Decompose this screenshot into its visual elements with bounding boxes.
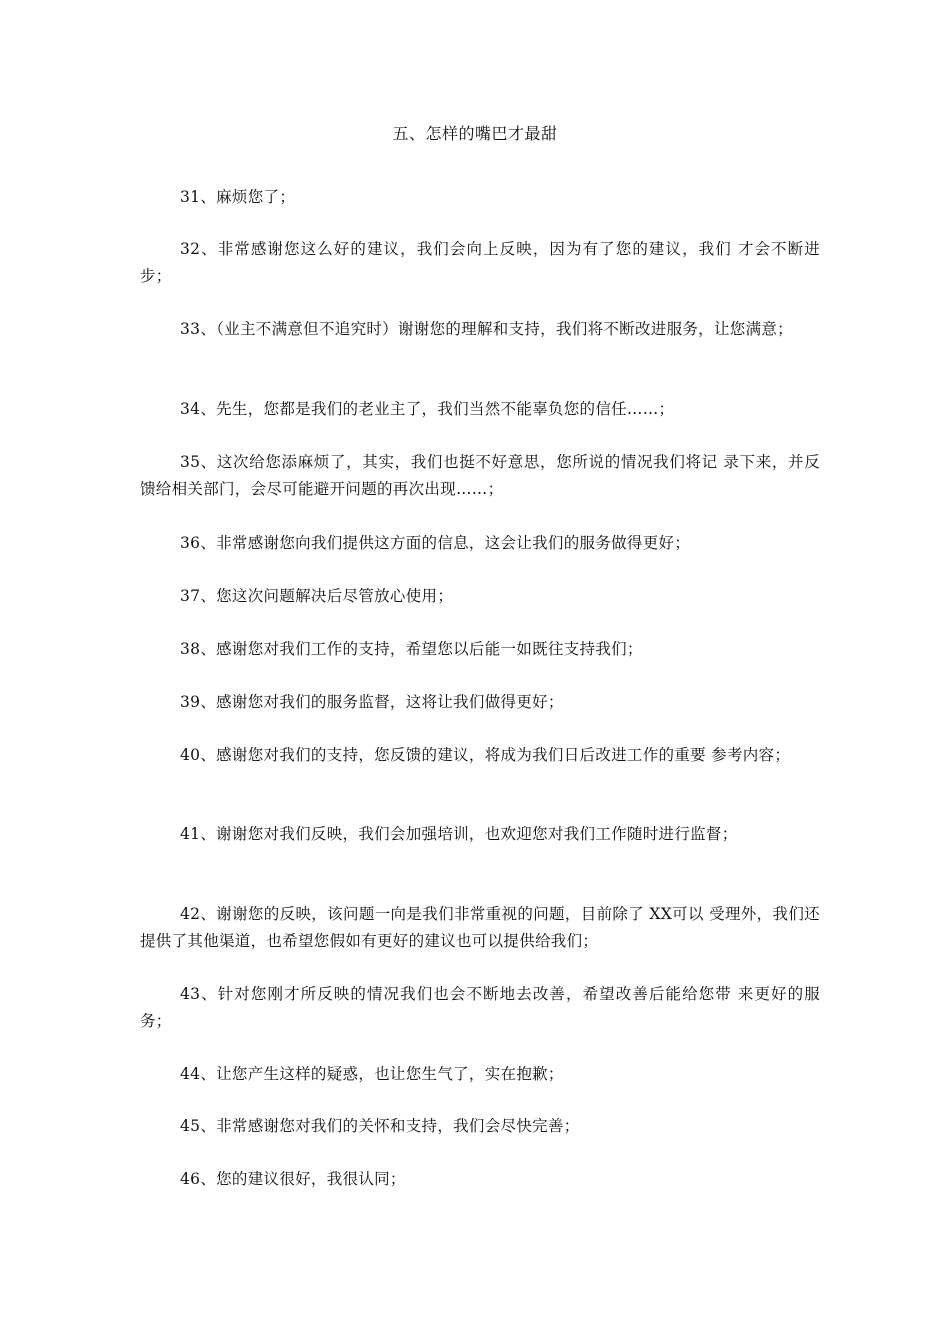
paragraph-46: 46、您的建议很好，我很认同； [180,1170,406,1188]
paragraph-44: 44、让您产生这样的疑惑，也让您生气了，实在抱歉； [180,1065,564,1083]
paragraph-45: 45、非常感谢您对我们的关怀和支持，我们会尽快完善； [180,1117,580,1135]
paragraph-39: 39、感谢您对我们的服务监督，这将让我们做得更好； [180,693,564,711]
paragraph-40: 40、感谢您对我们的支持，您反馈的建议，将成为我们日后改进工作的重要 参考内容； [180,746,791,764]
paragraph-31: 31、麻烦您了； [180,188,296,206]
paragraph-43: 43、针对您刚才所反映的情况我们也会不断地去改善，希望改善后能给您带 来更好的服务； [140,985,820,1030]
paragraph-42: 42、谢谢您的反映，该问题一向是我们非常重视的问题，目前除了 XX可以 受理外，我们还提供了其他渠道，也希望您假如有更好的建议也可以提供给我们； [140,905,820,950]
paragraph-36: 36、非常感谢您向我们提供这方面的信息，这会让我们的服务做得更好； [180,534,691,552]
paragraph-37: 37、您这次问题解决后尽管放心使用； [180,587,454,605]
paragraph-35: 35、这次给您添麻烦了，其实，我们也挺不好意思，您所说的情况我们将记 录下来，并反馈给相关部门，会尽可能避开问题的再次出现……； [140,453,820,498]
paragraph-32: 32、非常感谢您这么好的建议，我们会向上反映，因为有了您的建议，我们 才会不断进步； [140,240,820,285]
paragraph-34: 34、先生，您都是我们的老业主了，我们当然不能辜负您的信任……； [180,400,675,418]
document-title: 五、怎样的嘴巴才最甜 [392,124,558,143]
paragraph-33: 33、（业主不满意但不追究时）谢谢您的理解和支持，我们将不断改进服务，让您满意； [180,320,793,338]
paragraph-41: 41、谢谢您对我们反映，我们会加强培训，也欢迎您对我们工作随时进行监督； [180,825,738,843]
paragraph-38: 38、感谢您对我们工作的支持，希望您以后能一如既往支持我们； [180,640,643,658]
